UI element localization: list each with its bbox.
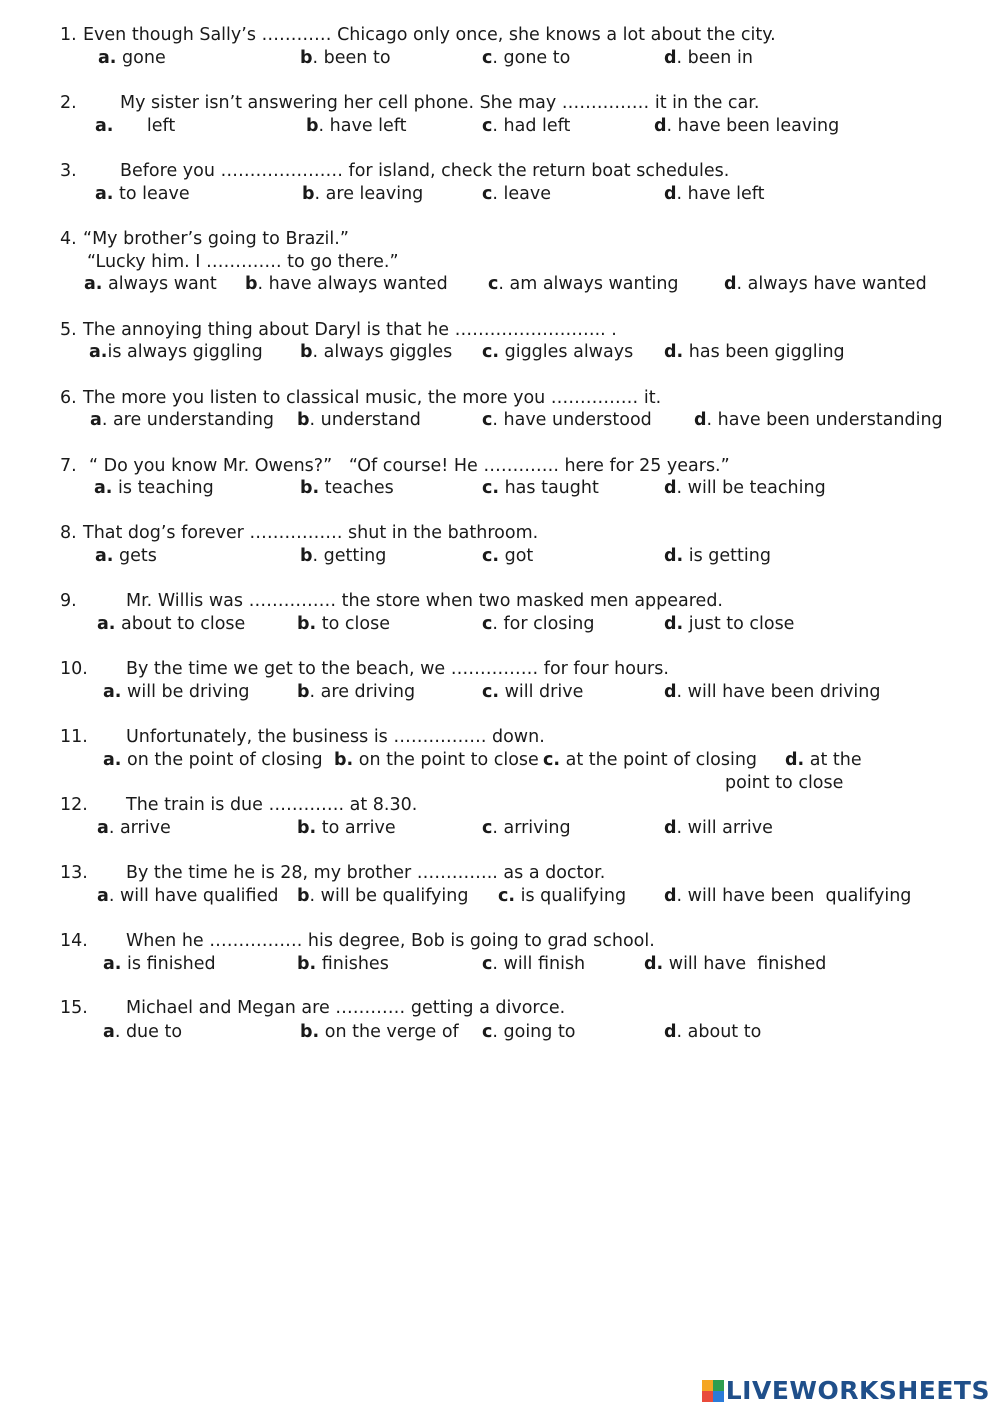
question-number: 8.: [60, 523, 77, 543]
liveworksheets-logo-icon: [702, 1380, 724, 1402]
option-b[interactable]: b. always giggles: [300, 342, 453, 362]
option-b[interactable]: b. on the point to close: [334, 750, 539, 770]
option-d[interactable]: d. will be teaching: [664, 478, 826, 498]
option-a[interactable]: a. due to: [103, 1022, 183, 1042]
question-text: “My brother’s going to Brazil.”: [83, 229, 349, 249]
question-text: The annoying thing about Daryl is that he …………………….. .: [83, 320, 617, 340]
option-d[interactable]: d. just to close: [664, 614, 795, 634]
option-d[interactable]: d. have been leaving: [654, 116, 840, 136]
option-a[interactable]: a. is teaching: [94, 478, 214, 498]
logo-text: LIVEWORKSHEETS: [725, 1376, 990, 1405]
option-d[interactable]: d. have left: [664, 184, 765, 204]
option-d[interactable]: d. will have been qualifying: [664, 886, 912, 906]
option-a[interactable]: a. always want: [84, 274, 217, 294]
question-text: Unfortunately, the business is ……………. down.: [126, 727, 545, 747]
option-b[interactable]: b. understand: [297, 410, 421, 430]
option-d[interactable]: d. about to: [664, 1022, 762, 1042]
option-a[interactable]: a. gone: [98, 48, 166, 68]
option-b[interactable]: b. to arrive: [297, 818, 396, 838]
option-b[interactable]: b. on the verge of: [300, 1022, 459, 1042]
option-c[interactable]: c. is qualifying: [498, 886, 627, 906]
option-b[interactable]: b. teaches: [300, 478, 394, 498]
option-c[interactable]: c. am always wanting: [488, 274, 679, 294]
option-c[interactable]: c. leave: [482, 184, 551, 204]
question-number: 9.: [60, 591, 77, 611]
option-a[interactable]: a.is always giggling: [89, 342, 263, 362]
option-a[interactable]: a. will be driving: [103, 682, 250, 702]
question-text: Michael and Megan are ………… getting a divorce.: [126, 998, 566, 1018]
question-number: 6.: [60, 388, 77, 408]
option-d[interactable]: d. been in: [664, 48, 753, 68]
option-c[interactable]: c. will drive: [482, 682, 584, 702]
option-c[interactable]: c. had left: [482, 116, 571, 136]
option-d[interactable]: d. will have been driving: [664, 682, 881, 702]
question-number: 2.: [60, 93, 77, 113]
option-a[interactable]: a. gets: [95, 546, 157, 566]
option-d[interactable]: d. will have finished: [644, 954, 827, 974]
option-a[interactable]: a. on the point of closing: [103, 750, 323, 770]
question-number: 1.: [60, 25, 77, 45]
option-b[interactable]: b. are driving: [297, 682, 416, 702]
option-c[interactable]: c. will finish: [482, 954, 586, 974]
option-b[interactable]: b. have always wanted: [245, 274, 448, 294]
question-number: 5.: [60, 320, 77, 340]
option-d[interactable]: d. will arrive: [664, 818, 773, 838]
option-d-continued[interactable]: point to close: [725, 773, 844, 793]
option-d[interactable]: d. at the: [785, 750, 862, 770]
option-b[interactable]: b. getting: [300, 546, 387, 566]
option-a[interactable]: a. arrive: [97, 818, 171, 838]
question-text: Even though Sally’s ………… Chicago only once, she knows a lot about the city.: [83, 25, 776, 45]
option-b[interactable]: b. are leaving: [302, 184, 424, 204]
option-a[interactable]: a. is finished: [103, 954, 216, 974]
option-c[interactable]: c. for closing: [482, 614, 595, 634]
option-c[interactable]: c. have understood: [482, 410, 652, 430]
question-number: 14.: [60, 931, 88, 951]
option-d[interactable]: d. is getting: [664, 546, 771, 566]
question-number: 11.: [60, 727, 88, 747]
option-b[interactable]: b. will be qualifying: [297, 886, 469, 906]
option-a[interactable]: a. will have qualified: [97, 886, 279, 906]
option-c[interactable]: c. giggles always: [482, 342, 634, 362]
option-c[interactable]: c. going to: [482, 1022, 576, 1042]
option-b[interactable]: b. finishes: [297, 954, 389, 974]
option-a[interactable]: a. about to close: [97, 614, 246, 634]
option-a[interactable]: a. left: [95, 116, 176, 136]
question-number: 13.: [60, 863, 88, 883]
question-text: That dog’s forever ……………. shut in the bathroom.: [83, 523, 539, 543]
question-text: When he ……………. his degree, Bob is going to grad school.: [126, 931, 655, 951]
option-d[interactable]: d. have been understanding: [694, 410, 943, 430]
option-c[interactable]: c. gone to: [482, 48, 571, 68]
question-number: 3.: [60, 161, 77, 181]
question-text: By the time we get to the beach, we …………… for four hours.: [126, 659, 669, 679]
option-d[interactable]: d. has been giggling: [664, 342, 845, 362]
option-b[interactable]: b. been to: [300, 48, 391, 68]
question-number: 12.: [60, 795, 88, 815]
question-number: 10.: [60, 659, 88, 679]
question-number: 15.: [60, 998, 88, 1018]
question-text: By the time he is 28, my brother ………….. as a doctor.: [126, 863, 606, 883]
question-text-continued: “Lucky him. I …………. to go there.”: [87, 252, 399, 272]
question-text: My sister isn’t answering her cell phone. She may …………… it in the car.: [120, 93, 760, 113]
option-b[interactable]: b. have left: [306, 116, 407, 136]
question-number: 7.: [60, 456, 77, 476]
question-text: The train is due …………. at 8.30.: [126, 795, 418, 815]
option-a[interactable]: a. to leave: [95, 184, 190, 204]
option-c[interactable]: c. got: [482, 546, 534, 566]
option-c[interactable]: c. at the point of closing: [543, 750, 758, 770]
question-number: 4.: [60, 229, 77, 249]
question-text: “ Do you know Mr. Owens?” “Of course! He …………. here for 25 years.”: [89, 456, 730, 476]
option-a[interactable]: a. are understanding: [90, 410, 275, 430]
option-d[interactable]: d. always have wanted: [724, 274, 927, 294]
question-text: Before you ………………… for island, check the return boat schedules.: [120, 161, 730, 181]
option-b[interactable]: b. to close: [297, 614, 390, 634]
question-text: The more you listen to classical music, the more you …………… it.: [83, 388, 662, 408]
option-c[interactable]: c. has taught: [482, 478, 599, 498]
liveworksheets-logo: [702, 1376, 990, 1405]
question-text: Mr. Willis was …………… the store when two masked men appeared.: [126, 591, 723, 611]
option-c[interactable]: c. arriving: [482, 818, 571, 838]
